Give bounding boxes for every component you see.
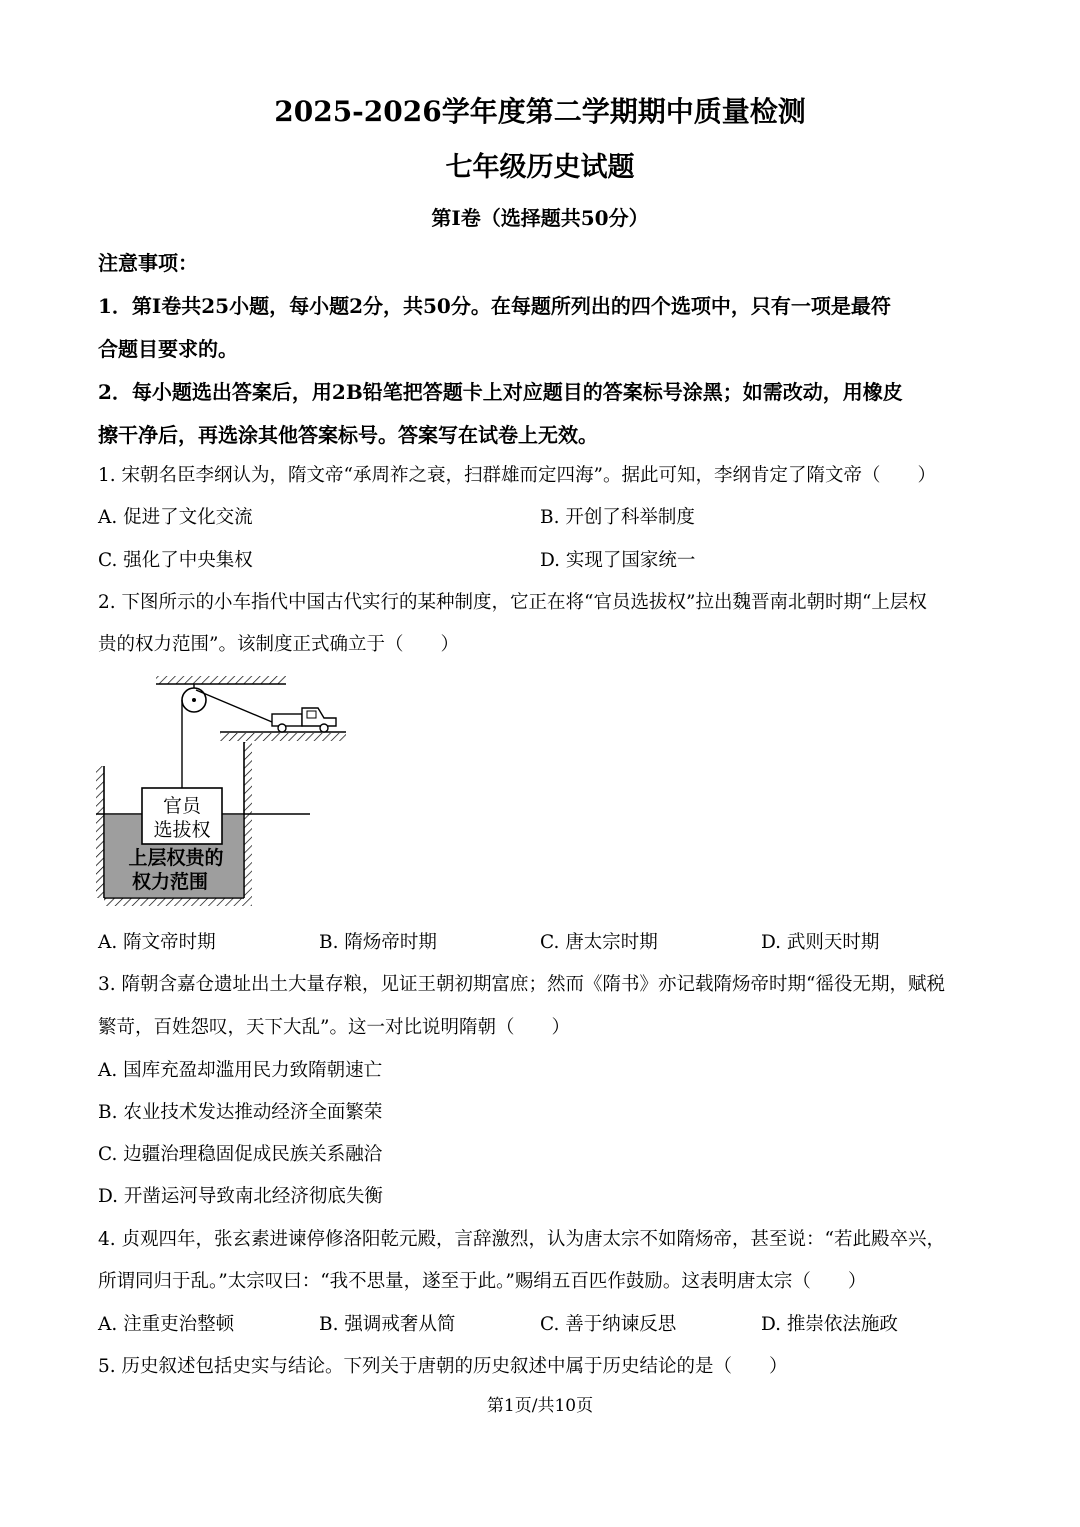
question-2-option-b: B. 隋炀帝时期	[319, 932, 437, 953]
page-number: 第1页/共10页	[486, 1396, 594, 1416]
rope-diagonal	[196, 690, 272, 722]
exam-subtitle: 七年级历史试题	[445, 152, 635, 183]
box-label-line-1: 官员	[162, 795, 202, 817]
question-4-option-b: B. 强调戒奢从简	[319, 1314, 456, 1335]
question-4-stem-line-2: 所谓同归于乱。”太宗叹曰：“我不思量，遂至于此。”赐绢五百匹作鼓励。这表明唐太宗（ ）	[98, 1271, 867, 1292]
question-3-stem-line-1: 3. 隋朝含嘉仓遗址出土大量存粮，见证王朝初期富庶；然而《隋书》亦记载隋炀帝时期“徭役无期，赋税	[98, 974, 945, 995]
question-3-option-b: B. 农业技术发达推动经济全面繁荣	[98, 1102, 383, 1123]
area-label-line-1: 上层权贵的	[128, 847, 224, 869]
ceiling-hatch	[156, 676, 286, 684]
question-4-stem-line-1: 4. 贞观四年，张玄素进谏停修洛阳乾元殿，言辞激烈，认为唐太宗不如隋炀帝，甚至说：“若此殿卒兴，	[98, 1229, 945, 1250]
question-2-option-d: D. 武则天时期	[761, 932, 880, 953]
question-2-option-a: A. 隋文帝时期	[98, 932, 216, 953]
question-4-option-c: C. 善于纳谏反思	[540, 1314, 677, 1335]
question-3-option-c: C. 边疆治理稳固促成民族关系融洽	[98, 1144, 383, 1165]
question-2-diagram	[96, 670, 356, 910]
notes-item-2-line-1: 2．每小题选出答案后，用2B铅笔把答题卡上对应题目的答案标号涂黑；如需改动，用橡皮	[98, 380, 903, 404]
question-1-stem: 1. 宋朝名臣李纲认为，隋文帝“承周祚之衰，扫群雄而定四海”。据此可知，李纲肯定了隋文帝（ ）	[98, 465, 936, 486]
question-2-stem-line-1: 2. 下图所示的小车指代中国古代实行的某种制度，它正在将“官员选拔权”拉出魏晋南北朝时期“上层权	[98, 592, 927, 613]
question-2-option-c: C. 唐太宗时期	[540, 932, 658, 953]
question-4-option-a: A. 注重吏治整顿	[98, 1314, 235, 1335]
notes-heading: 注意事项：	[98, 251, 198, 275]
exam-title: 2025-2026学年度第二学期期中质量检测	[274, 95, 806, 128]
question-1-option-c: C. 强化了中央集权	[98, 550, 253, 571]
notes-item-1-line-1: 1．第Ⅰ卷共25小题，每小题2分，共50分。在每题所列出的四个选项中，只有一项是最符	[98, 294, 891, 318]
box-label-line-2: 选拔权	[153, 819, 211, 841]
notes-item-1-line-2: 合题目要求的。	[98, 337, 238, 361]
question-3-stem-line-2: 繁苛，百姓怨叹，天下大乱”。这一对比说明隋朝（ ）	[98, 1017, 570, 1038]
section-title: 第Ⅰ卷（选择题共50分）	[431, 206, 649, 230]
question-3-option-d: D. 开凿运河导致南北经济彻底失衡	[98, 1186, 383, 1207]
question-3-option-a: A. 国库充盈却滥用民力致隋朝速亡	[98, 1060, 383, 1081]
question-4-option-d: D. 推崇依法施政	[761, 1314, 898, 1335]
question-5-stem: 5. 历史叙述包括史实与结论。下列关于唐朝的历史叙述中属于历史结论的是（ ）	[98, 1356, 788, 1377]
notes-item-2-line-2: 擦干净后，再选涂其他答案标号。答案写在试卷上无效。	[98, 423, 598, 447]
question-1-option-d: D. 实现了国家统一	[540, 550, 696, 571]
area-label-line-2: 权力范围	[131, 871, 209, 893]
truck-icon	[272, 708, 336, 732]
question-2-stem-line-2: 贵的权力范围”。该制度正式确立于（ ）	[98, 634, 459, 655]
question-1-option-a: A. 促进了文化交流	[98, 507, 253, 528]
question-1-option-b: B. 开创了科举制度	[540, 507, 695, 528]
